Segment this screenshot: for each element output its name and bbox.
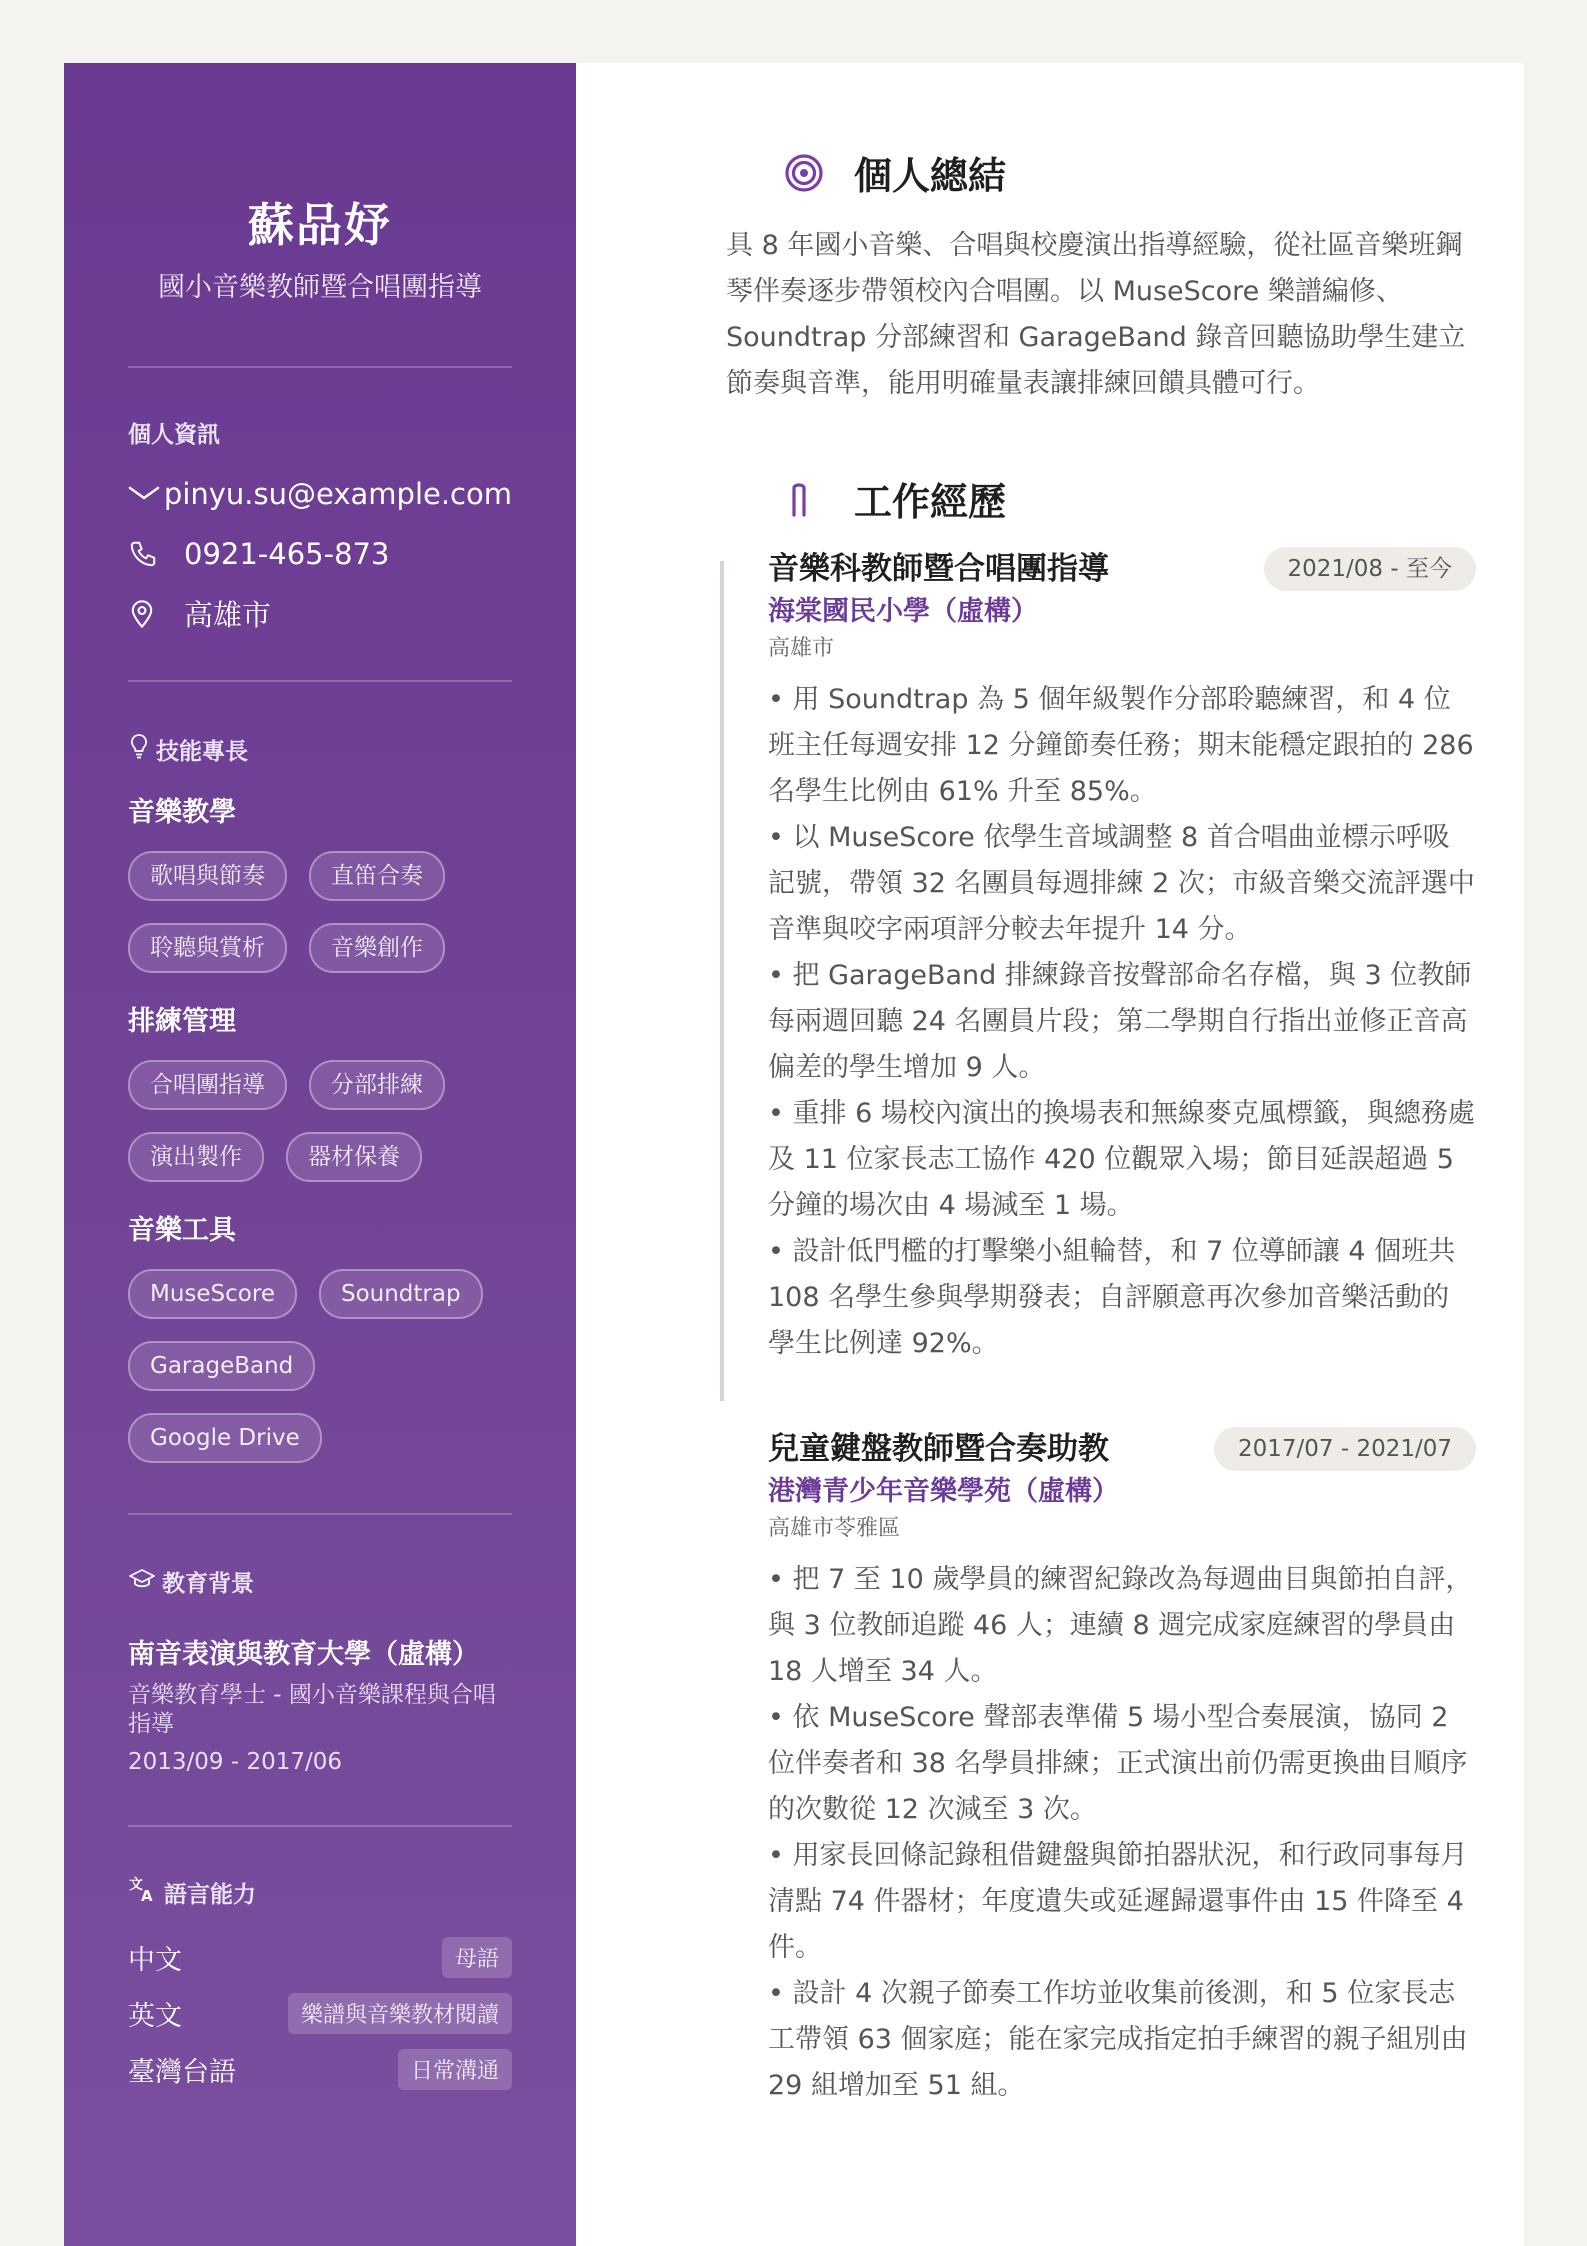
skill-tag: 演出製作 [128,1132,264,1182]
sidebar [64,63,576,2246]
skill-tag: 音樂創作 [309,923,445,973]
experience-heading: 工作經歷 [854,480,1007,524]
skill-tag: 分部排練 [309,1060,445,1110]
skill-tag: 直笛合奏 [309,851,445,901]
language-name: 中文 [128,1944,182,1976]
language-list [128,1929,512,2097]
svg-text:A: A [141,1887,153,1903]
education-heading: 教育背景 [162,1571,254,1597]
skill-category-name: 排練管理 [128,1006,236,1037]
job-bullet: • 重排 6 場校內演出的換場表和無線麥克風標籤，與總務處及 11 位家長志工協作 420 位觀眾入場；節目延誤超過 5 分鐘的場次由 4 場減至 1 場。 [768,1098,1475,1221]
language-name: 英文 [128,2000,182,2032]
job-date-badge: 2017/07 - 2021/07 [1214,1427,1476,1471]
job-bullet: • 依 MuseScore 聲部表準備 5 場小型合奏展演，協同 2 位伴奏者和 38 名學員排練；正式演出前仍需更換曲目順序的次數從 12 次減至 3 次。 [768,1702,1468,1825]
skill-tag: 歌唱與節奏 [128,851,287,901]
translate-icon [128,1875,158,1909]
skill-category-name: 音樂工具 [128,1215,236,1246]
contact-email[interactable]: pinyu.su@example.com [163,477,512,511]
job-entry [768,547,1476,1367]
timeline-line [720,561,724,1401]
contact-heading: 個人資訊 [128,422,220,448]
education-school: 南音表演與教育大學（虛構） [128,1639,479,1670]
language-row [128,1985,512,2041]
job-bullet: • 設計低門檻的打擊樂小組輪替，和 7 位導師讓 4 個班共 108 名學生參與學期發表；自評願意再次參加音樂活動的學生比例達 92%。 [768,1236,1456,1359]
briefcase-icon [784,479,854,519]
skill-tag: MuseScore [128,1269,297,1319]
skill-category-name: 音樂教學 [128,797,236,828]
profile-role: 國小音樂教師暨合唱團指導 [158,272,482,303]
lightbulb-icon [128,732,150,766]
job-title: 兒童鍵盤教師暨合奏助教 [768,1431,1109,1467]
education-heading-row [128,1565,512,1598]
job-bullets [768,1557,1476,2109]
skill-tag: Soundtrap [319,1269,483,1319]
skill-tags [128,1060,512,1182]
summary-heading: 個人總結 [854,154,1007,198]
summary-heading-row [784,145,1006,200]
job-location: 高雄市 [768,636,835,661]
location-pin-icon [128,599,184,629]
skill-tag: 器材保養 [286,1132,422,1182]
skill-tag: 聆聽與賞析 [128,923,287,973]
skill-tag: GarageBand [128,1341,315,1391]
job-company: 港灣青少年音樂學苑（虛構） [768,1476,1119,1507]
job-title: 音樂科教師暨合唱團指導 [768,551,1109,587]
main-content [576,63,1524,2246]
language-level-badge: 日常溝通 [398,2049,512,2090]
job-company: 海棠國民小學（虛構） [768,596,1038,627]
language-row [128,2041,512,2097]
languages-heading: 語言能力 [164,1881,256,1908]
contact-location-row [128,593,512,634]
svg-text:文: 文 [129,1877,143,1893]
summary-text: 具 8 年國小音樂、合唱與校慶演出指導經驗，從社區音樂班鋼琴伴奏逐步帶領校內合唱團。以 MuseScore 樂譜編修、Soundtrap 分部練習和 GarageBand 錄音回聽協助學生建立節奏與音準，能用明確量表讓排練回饋具體可行。 [726,230,1466,399]
skill-tag: Google Drive [128,1413,322,1463]
job-bullet: • 用 Soundtrap 為 5 個年級製作分部聆聽練習，和 4 位班主任每週安排 12 分鐘節奏任務；期末能穩定跟拍的 286 名學生比例由 61% 升至 85%。 [768,684,1474,807]
phone-icon [128,539,184,569]
skill-tags [128,851,512,973]
divider [128,1825,512,1827]
job-bullet: • 把 7 至 10 歲學員的練習紀錄改為每週曲目與節拍自評，與 3 位教師追蹤 46 人；連續 8 週完成家庭練習的學員由 18 人增至 34 人。 [768,1564,1473,1687]
divider [128,366,512,368]
job-bullet: • 以 MuseScore 依學生音域調整 8 首合唱曲並標示呼吸記號，帶領 32 名團員每週排練 2 次；市級音樂交流評選中音準與咬字兩項評分較去年提升 14 分。 [768,822,1475,945]
skills-heading-row [128,732,512,766]
skill-tag: 合唱團指導 [128,1060,287,1110]
job-bullet: • 用家長回條記錄租借鍵盤與節拍器狀況，和行政同事每月清點 74 件器材；年度遺失或延遲歸還事件由 15 件降至 4 件。 [768,1840,1468,1963]
job-bullet: • 設計 4 次親子節奏工作坊並收集前後測，和 5 位家長志工帶領 63 個家庭；能在家完成指定拍手練習的親子組別由 29 組增加至 51 組。 [768,1978,1468,2101]
contact-location: 高雄市 [184,598,272,632]
contact-phone[interactable]: 0921-465-873 [184,537,390,571]
contact-phone-row[interactable] [128,537,512,571]
job-bullet: • 把 GarageBand 排練錄音按聲部命名存檔，與 3 位教師每兩週回聽 24 名團員片段；第二學期自行指出並修正音高偏差的學生增加 9 人。 [768,960,1472,1083]
job-bullets [768,677,1476,1367]
skills-heading: 技能專長 [156,738,248,765]
job-date-badge: 2021/08 - 至今 [1264,547,1476,591]
divider [128,680,512,682]
job-location: 高雄市苓雅區 [768,1516,901,1541]
target-icon [784,153,854,193]
job-header [768,547,1476,591]
education-degree: 音樂教育學士 - 國小音樂課程與合唱指導 [128,1682,496,1737]
language-row [128,1929,512,1985]
experience-heading-row [784,471,1006,526]
contact-email-row[interactable] [128,477,512,511]
languages-heading-row [128,1875,512,1909]
email-icon [128,484,164,504]
education-date: 2013/09 - 2017/06 [128,1749,343,1775]
skill-tags [128,1269,508,1463]
job-header [768,1427,1476,1471]
profile-name: 蘇品妤 [248,198,392,252]
resume-page [64,63,1524,2246]
language-level-badge: 樂譜與音樂教材閱讀 [288,1993,512,2034]
language-level-badge: 母語 [442,1937,512,1978]
graduation-cap-icon [128,1568,156,1596]
divider [128,1513,512,1515]
job-entry [768,1427,1476,2109]
language-name: 臺灣台語 [128,2056,236,2088]
